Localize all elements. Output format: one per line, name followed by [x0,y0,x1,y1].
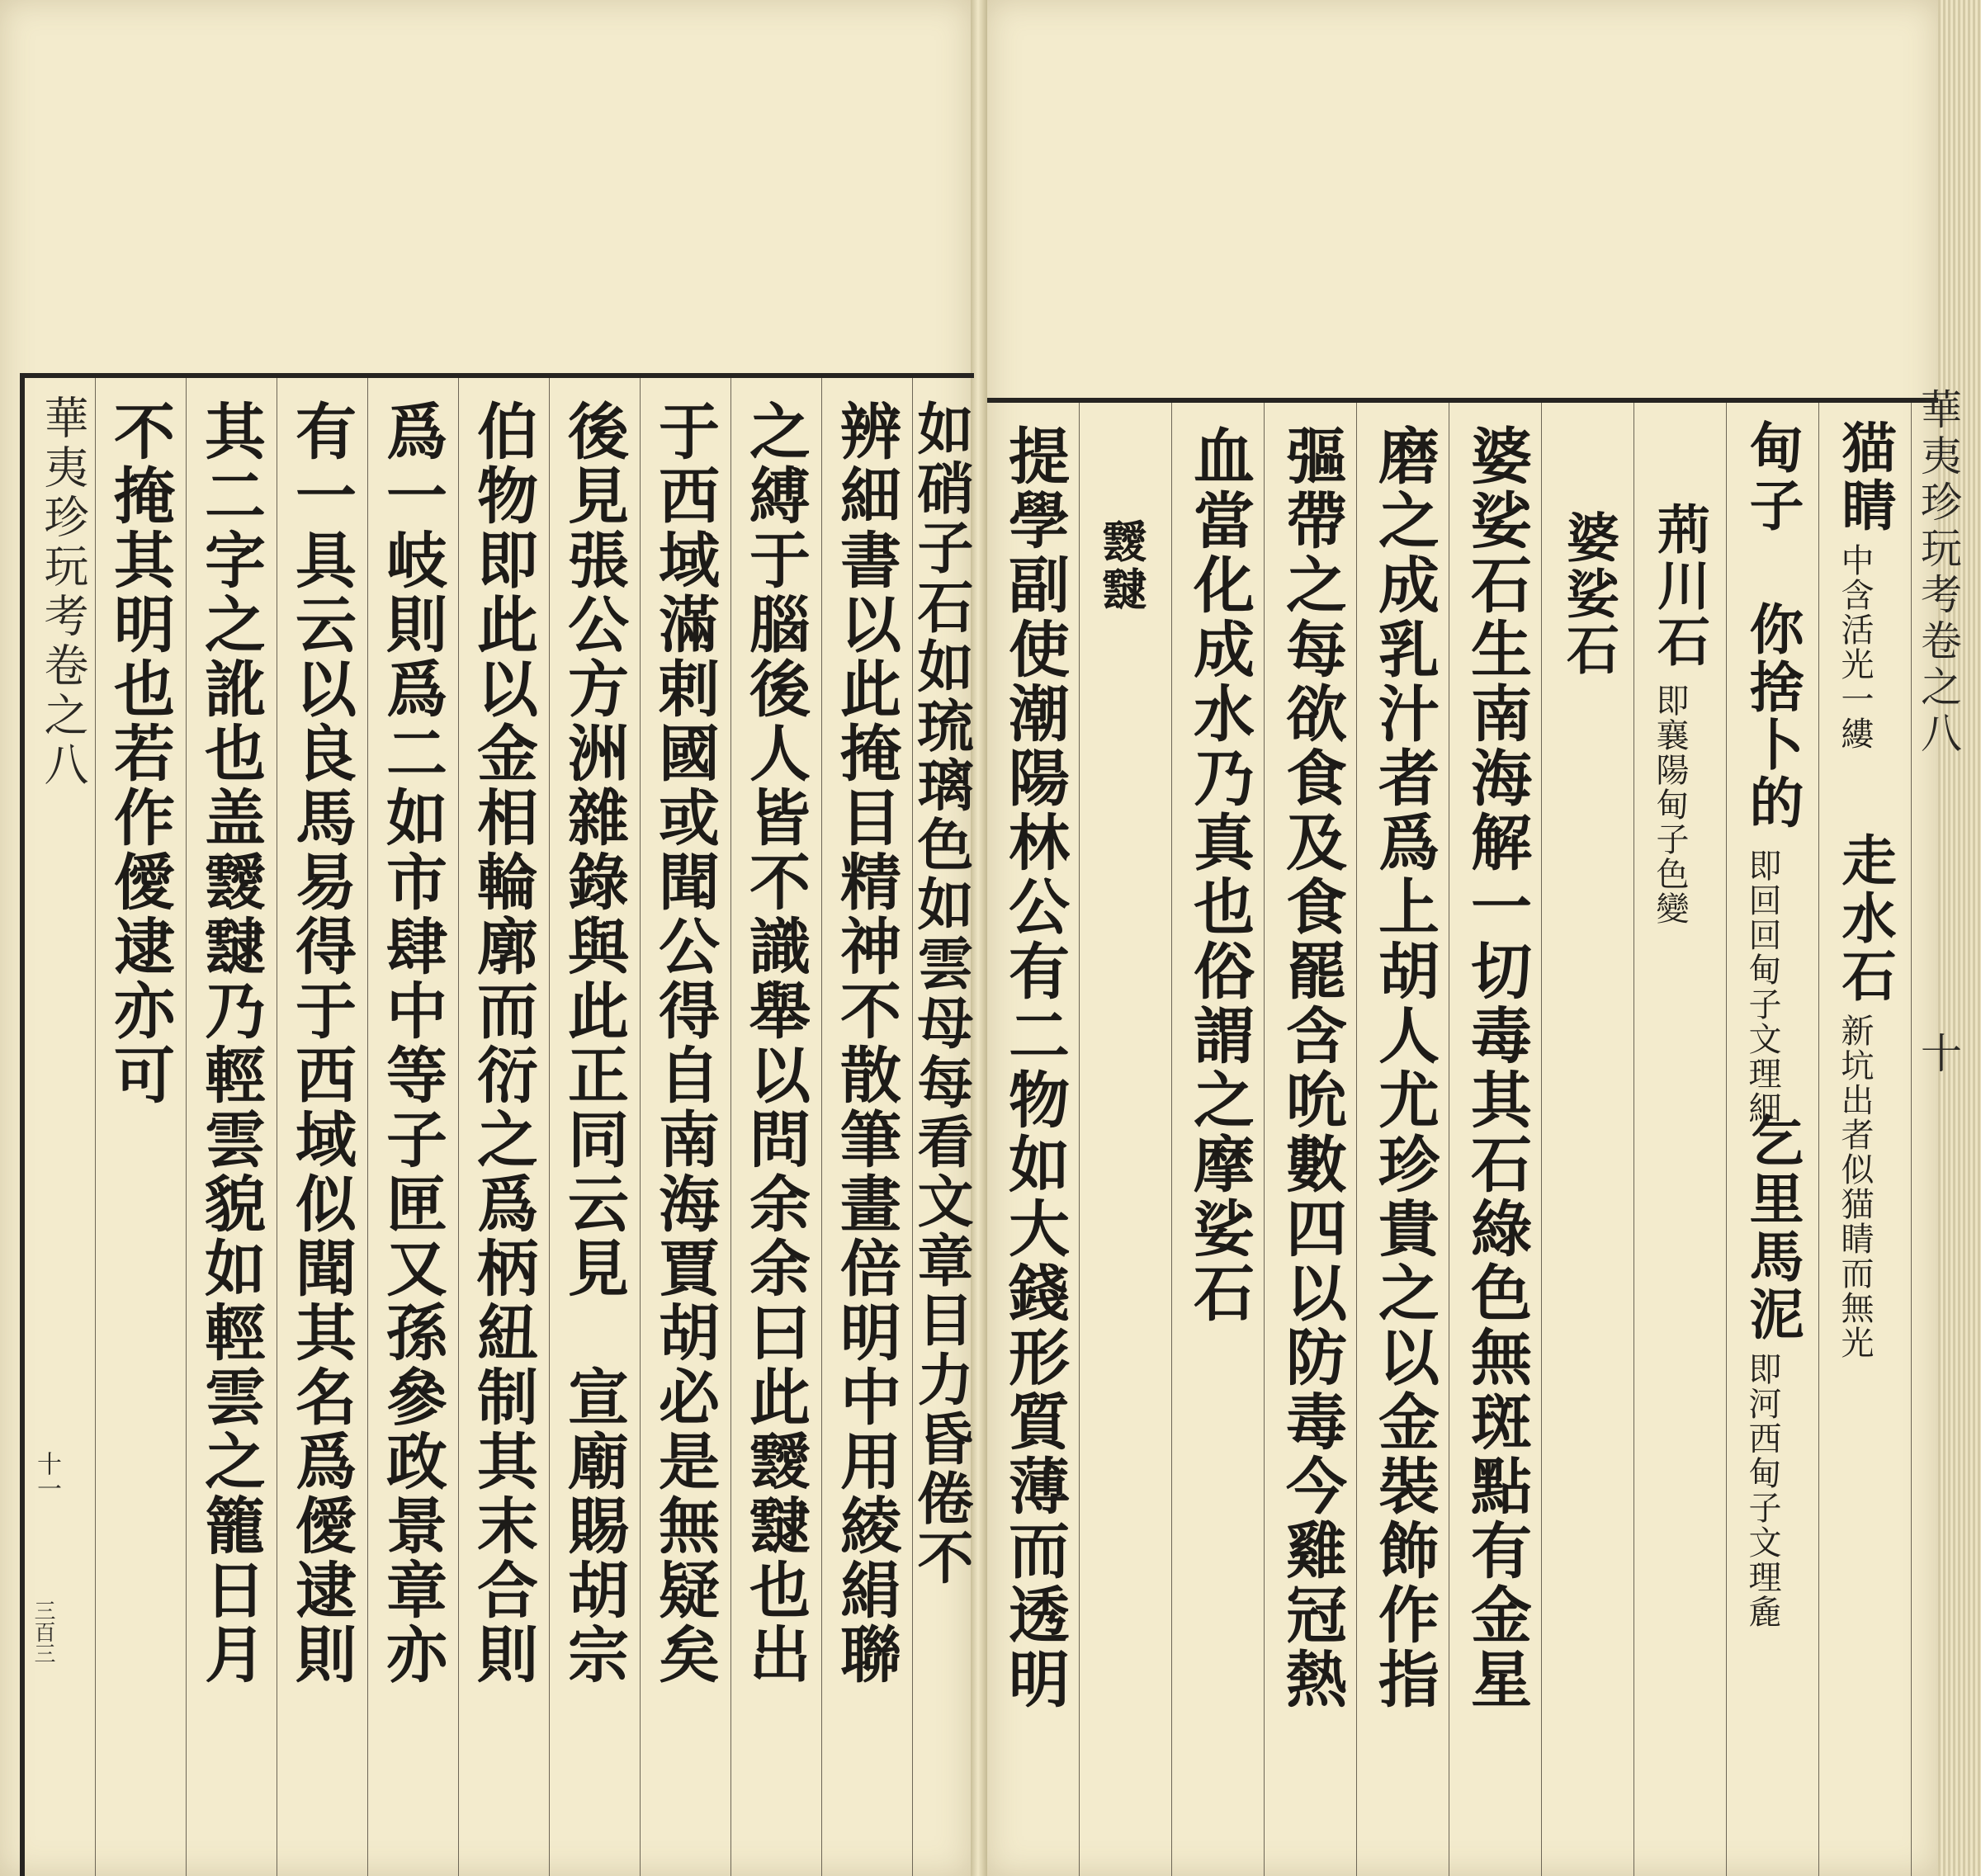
left-text-line: 辨細書以此掩目精神不散筆畫倍明中用綾絹聯 [830,399,901,1687]
right-column-6 [1357,403,1449,1876]
left-margin-title: 華夷珍玩考卷之八 [37,395,89,791]
left-text-line: 爲一岐則爲二如市肆中等子匣又孫參政景章亦 [376,399,447,1687]
left-text-line: 後見張公方洲雜錄與此正同云見 宣廟賜胡宗 [558,399,629,1687]
right-text-line: 提學副使潮陽林公有二物如大錢形質薄而透明 [999,424,1070,1712]
right-entry-zoushui: 走水石 [1832,832,1897,1005]
right-column-10 [987,403,1080,1876]
right-text-line: 婆娑石生南海解一切毒其石綠色無斑點有金星 [1461,424,1532,1712]
right-column-4 [1542,403,1634,1876]
right-heading-aidai: 靉靆 [1095,518,1148,614]
right-column-5 [1449,403,1542,1876]
left-text-line: 如硝子石如琉璃色如雲母每看文章目力昏倦不 [908,399,974,1588]
left-page-count: 三百三 [31,1600,55,1664]
right-text-frame [987,398,1938,1876]
left-column-10 [96,378,187,1876]
right-note-jingchuan: 即襄陽甸子色變 [1651,683,1689,926]
left-text-line: 于西域滿剌國或聞公得自南海賈胡必是無疑矣 [649,399,720,1687]
left-text-line: 其二字之訛也盖靉靆乃輕雲貌如輕雲之籠日月 [195,399,266,1687]
left-folio: 十一 [32,1451,61,1500]
left-column-8 [277,378,368,1876]
right-note-nisheburi: 即回回甸子文理細 [1743,848,1781,1126]
right-entry-dianzi: 甸子 [1740,419,1804,535]
right-column-3 [1634,403,1727,1876]
left-column-4 [641,378,731,1876]
right-text-line: 彄帶之每欲食及食罷含吮數四以防毒今雞冠熱 [1276,424,1347,1712]
left-margin-column [25,378,96,1876]
right-entry-maojing: 猫睛 [1832,419,1897,535]
left-column-5 [550,378,641,1876]
left-column-6 [459,378,550,1876]
right-note-qilimani: 即河西甸子文理麁 [1743,1352,1781,1629]
right-column-1 [1819,403,1912,1876]
left-text-line: 伯物即此以金相輪廓而衍之爲柄紐制其末合則 [467,399,538,1687]
right-note-maojing: 中含活光一縷 [1836,543,1874,751]
left-text-frame [20,373,974,1876]
left-column-7 [368,378,459,1876]
left-column-9 [187,378,277,1876]
left-text-line: 之縛于腦後人皆不識舉以問余余曰此靉靆也出 [740,399,811,1687]
right-column-7 [1265,403,1357,1876]
right-folio: 十 [1914,1032,1962,1073]
right-column-9 [1080,403,1172,1876]
left-text-line: 有一具云以良馬易得于西域似聞其名爲僾逮則 [286,399,357,1687]
right-column-2 [1727,403,1819,1876]
right-column-8 [1172,403,1265,1876]
left-column-2 [822,378,913,1876]
page-edges [1938,0,1981,1876]
right-margin-title: 華夷珍玩考卷之八 [1914,388,1962,758]
left-column-3 [731,378,822,1876]
right-note-zoushui: 新坑出者似猫睛而無光 [1836,1014,1874,1360]
right-entry-nisheburi: 你捨卜的 [1740,601,1804,832]
right-heading-posuo: 婆娑石 [1558,510,1619,678]
left-column-1 [908,378,974,1876]
right-text-line: 磨之成乳汁者爲上胡人尤珍貴之以金裝飾作指 [1369,424,1440,1712]
left-text-line: 不掩其明也若作僾逮亦可 [104,399,175,1108]
right-entry-jingchuan: 荊川石 [1648,502,1710,670]
right-entry-qilimani: 乞里馬泥 [1740,1113,1804,1344]
right-text-line: 血當化成水乃真也俗謂之摩娑石 [1184,424,1255,1325]
